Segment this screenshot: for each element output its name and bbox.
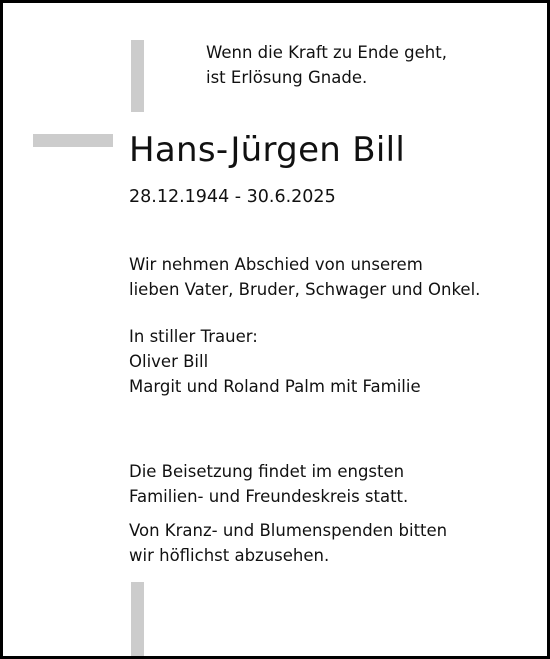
cross-horizontal bbox=[33, 134, 113, 147]
mourners-list bbox=[129, 324, 421, 399]
motto-line: Wenn die Kraft zu Ende geht, bbox=[206, 43, 447, 62]
life-dates: 28.12.1944 - 30.6.2025 bbox=[129, 187, 336, 207]
motto-line: ist Erlösung Gnade. bbox=[206, 68, 368, 87]
farewell-line: lieben Vater, Bruder, Schwager und Onkel. bbox=[129, 280, 481, 299]
funeral-line: Familien- und Freundeskreis statt. bbox=[129, 487, 409, 506]
donation-line: Von Kranz- und Blumenspenden bitten bbox=[129, 521, 448, 540]
farewell-text bbox=[129, 252, 480, 302]
funeral-info bbox=[129, 459, 408, 509]
cross-vertical-bottom bbox=[131, 582, 144, 656]
deceased-name: Hans-Jürgen Bill bbox=[129, 130, 406, 170]
mourners-heading: In stiller Trauer: bbox=[129, 327, 258, 346]
mourner-name: Oliver Bill bbox=[129, 352, 209, 371]
funeral-line: Die Beisetzung findet im engsten bbox=[129, 462, 405, 481]
donation-line: wir höflichst abzusehen. bbox=[129, 546, 330, 565]
motto bbox=[206, 40, 447, 90]
farewell-line: Wir nehmen Abschied von unserem bbox=[129, 255, 423, 274]
mourner-name: Margit und Roland Palm mit Familie bbox=[129, 377, 421, 396]
cross-vertical-top bbox=[131, 40, 144, 112]
donation-note bbox=[129, 518, 447, 568]
